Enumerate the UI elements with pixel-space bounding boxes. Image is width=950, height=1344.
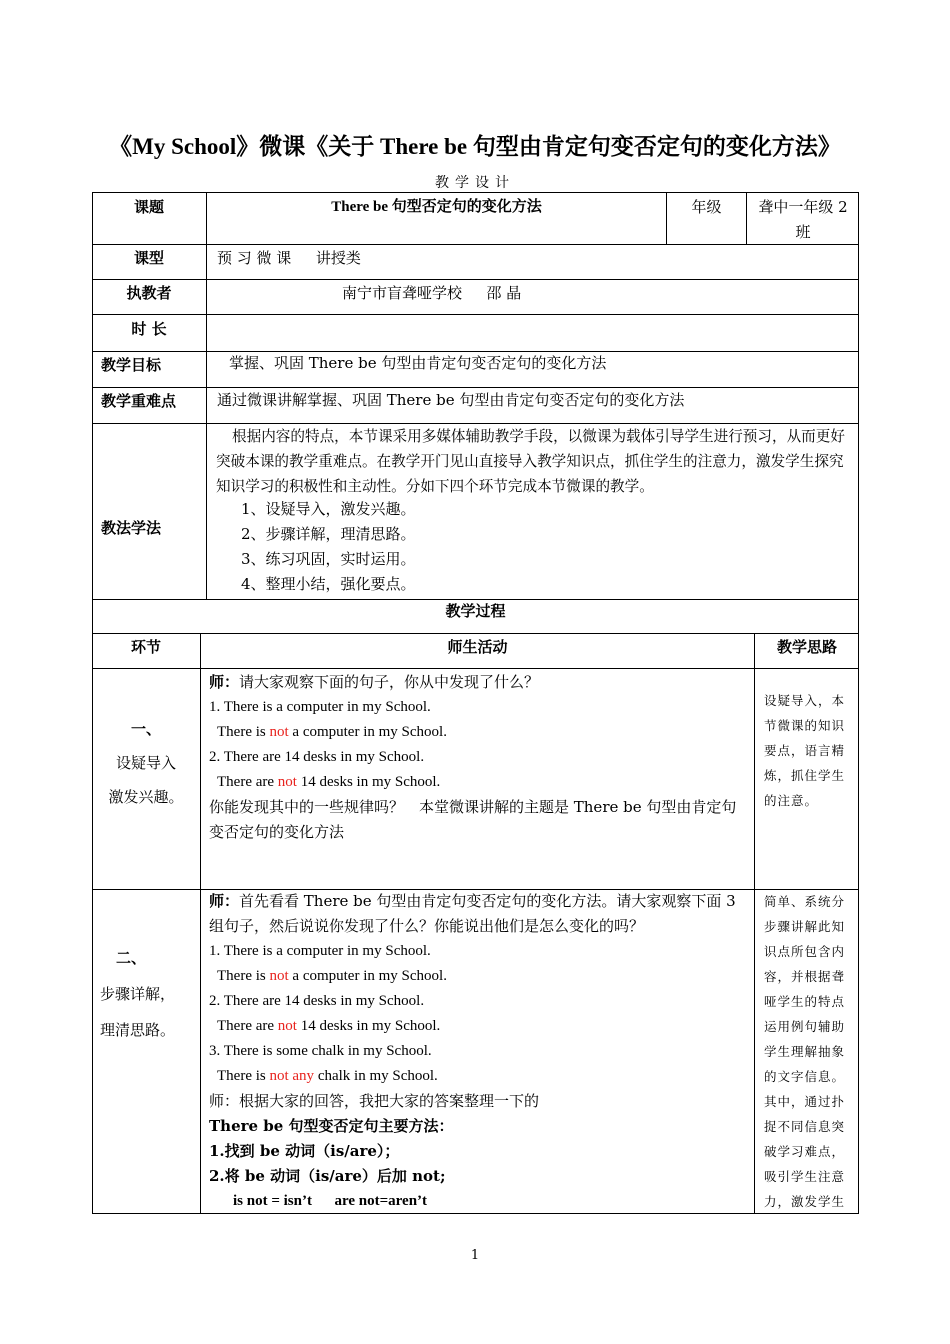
key-label: 教学重难点 (101, 392, 177, 410)
method-step: 2、步骤详解，理清思路。 (241, 525, 416, 543)
type-value: 预 习 微 课 讲授类 (217, 249, 361, 267)
duration-label: 时 长 (131, 320, 167, 338)
teacher-label: 执教者 (126, 284, 172, 302)
method-step: 4、整理小结，强化要点。 (241, 575, 416, 593)
method-step: 3、练习巩固，实时运用。 (241, 550, 416, 568)
method-step: 1、设疑导入，激发兴趣。 (241, 500, 416, 518)
goal-label: 教学目标 (101, 356, 162, 374)
stage2-activity: 师：首先看看 There be 句型由肯定句变否定句的变化方法。请大家观察下面 3 组句子，然后说说你发现了什么？你能说出他们是怎么变化的吗？ 1. There is a computer in my School. There is not a computer in my School. 2. There are 14 desks in my School. There are not 14 desks in my School. 3. There is some chalk in my School. There is not any chalk in my School. 师：根据大家的回答，我把大家的答案整理一下的 There be 句型变否定句主要方法： 1.找到 be 动词（is/are）； 2.将 be 动词（is/are）后加 not; is not = isn’t are not=aren’t (209, 892, 736, 1209)
method-label: 教法学法 (101, 519, 162, 537)
stage1-label: 一、 设疑导入 激发兴趣。 (108, 720, 184, 806)
row-duration (92, 314, 859, 352)
method-steps (241, 497, 741, 597)
grade-label: 年级 (691, 198, 722, 216)
stage2-thought: 简单、系统分步骤讲解此知识点所包含内容，并根据聋哑学生的特点运用例句辅助学生理解抽象的文字信息。其中，通过扑捉不同信息突破学习难点，吸引学生注意力，激发学生 (764, 894, 846, 1209)
col-stage: 环节 (130, 638, 161, 656)
type-label: 课型 (133, 249, 164, 267)
process-heading: 教学过程 (445, 602, 506, 620)
stage2-label: 二、 步骤详解， 理清思路。 (100, 949, 176, 1039)
col-thought: 教学思路 (776, 638, 837, 656)
topic-value: There be 句型否定句的变化方法 (331, 199, 542, 215)
stage1-activity: 师：请大家观察下面的句子，你从中发现了什么？ 1. There is a computer in my School. There is not a computer in my School. 2. There are 14 desks in my School. There are not 14 desks in my School. 你能发现其中的一些规律吗？ 本堂微课讲解的主题是 There be 句型由肯定句变否定句的变化方法 (209, 673, 737, 841)
document-subtitle: 教学设计 (435, 175, 515, 191)
col-activity: 师生活动 (447, 638, 508, 656)
goal-value: 掌握、巩固 There be 句型由肯定句变否定句的变化方法 (229, 354, 607, 372)
topic-label: 课题 (133, 198, 164, 216)
key-value: 通过微课讲解掌握、巩固 There be 句型由肯定句变否定句的变化方法 (217, 391, 685, 409)
document-title: 《My School》微课《关于 There be 句型由肯定句变否定句的变化方法》 (109, 134, 841, 159)
method-intro: 根据内容的特点，本节课采用多媒体辅助教学手段，以微课为载体引导学生进行预习，从而更好突破本课的教学重难点。在教学开门见山直接导入教学知识点，抓住学生的注意力，激发学生探究知识学习的积极性和主动性。分如下四个环节完成本节微课的教学。 (216, 428, 845, 495)
page-number: 1 (470, 1248, 480, 1263)
grade-value: 聋中一年级 2 班 (758, 198, 848, 241)
stage1-thought: 设疑导入，本节微课的知识要点，语言精炼，抓住学生的注意。 (764, 693, 846, 808)
teacher-value: 南宁市盲聋哑学校 邵 晶 (342, 284, 522, 302)
